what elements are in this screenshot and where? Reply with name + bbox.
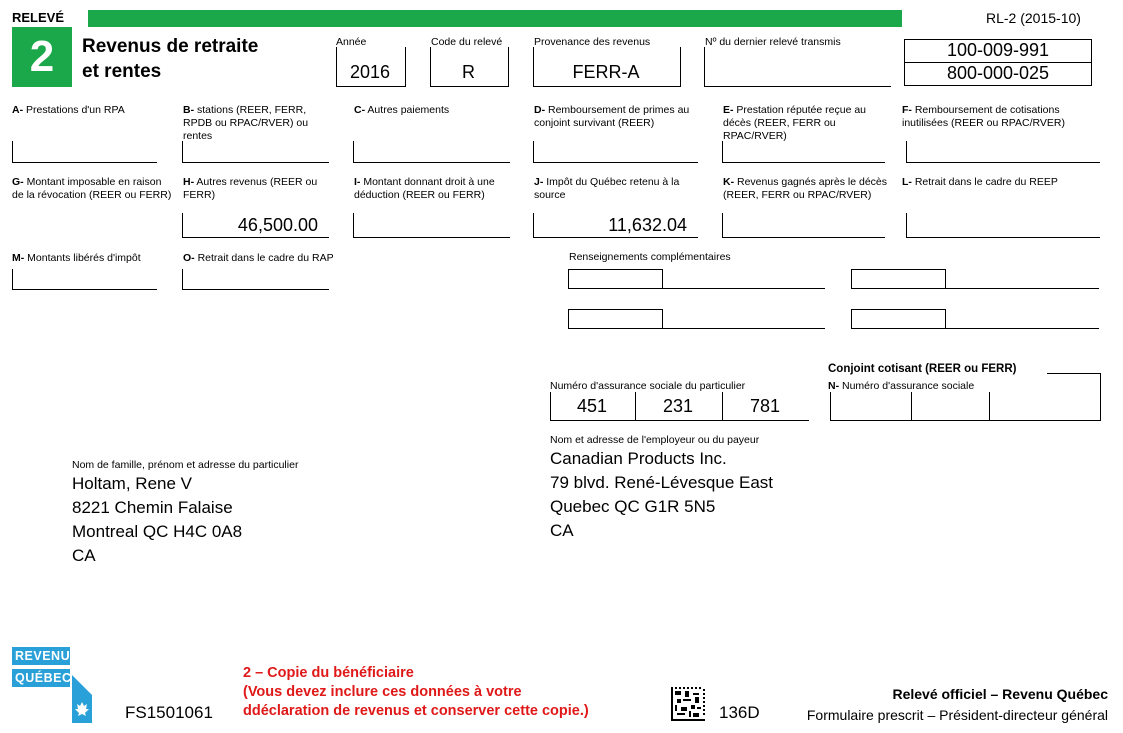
form-title-line2: et rentes: [82, 61, 162, 82]
conjoint-top-rule: [1047, 373, 1100, 374]
releve-number: 2: [29, 32, 55, 81]
barcode-icon: [671, 687, 705, 721]
form-code: RL-2 (2015-10): [986, 10, 1081, 26]
conjoint-nas-part-1[interactable]: [830, 392, 911, 421]
logo-text-line1: REVENU: [15, 649, 71, 663]
renseignement-value-3[interactable]: [663, 328, 825, 329]
official-notice: [807, 684, 1108, 726]
box-a-label: A- Prestations d'un RPA: [12, 104, 125, 116]
box-d-label: D- Remboursement de primes au conjoint survivant (REER): [534, 104, 690, 129]
form-title: [82, 34, 258, 84]
beneficiary-city: Montreal QC H4C 0A8: [72, 522, 243, 541]
official-line1: Relevé officiel – Revenu Québec: [892, 686, 1108, 702]
renseignement-code-4[interactable]: [851, 309, 946, 329]
box-f-label: F- Remboursement de cotisations inutilisées (REER ou RPAC/RVER): [902, 104, 1065, 129]
box-a-field[interactable]: [12, 141, 157, 163]
renseignement-code-1[interactable]: [568, 269, 663, 289]
box-b-label: B- stations (REER, FERR, RPDB ou RPAC/RVER) ou rentes: [183, 104, 309, 142]
payer-country: CA: [550, 521, 574, 540]
copy-notice-line1: 2 – Copie du bénéficiaire: [243, 665, 414, 681]
official-line2: Formulaire prescrit – Président-directeur général: [806, 707, 1108, 723]
box-m-label: M- Montants libérés d'impôt: [12, 252, 141, 264]
copy-notice-line3: ddéclaration de revenus et conserver cette copie.): [243, 703, 589, 719]
box-g-label: G- Montant imposable en raison de la révocation (REER ou FERR): [12, 176, 172, 201]
box-e-label: E- Prestation réputée reçue au décès (REER, FERR ou RPAC/RVER): [723, 104, 867, 142]
box-b-field[interactable]: [182, 141, 329, 163]
renseignement-value-1[interactable]: [663, 288, 825, 289]
form-title-line1: Revenus de retraite: [82, 36, 259, 57]
box-h-label: H- Autres revenus (REER ou FERR): [183, 176, 318, 201]
box-c-field[interactable]: [353, 141, 510, 163]
header-green-bar: [88, 10, 902, 27]
box-m-field[interactable]: [12, 269, 157, 290]
box-c-label: C- Autres paiements: [354, 104, 450, 116]
box-d-field[interactable]: [533, 141, 698, 163]
box-j-label: J- Impôt du Québec retenu à la source: [534, 176, 680, 201]
renseignement-value-2[interactable]: [946, 288, 1099, 289]
box-f-field[interactable]: [906, 141, 1100, 163]
box-i-label: I- Montant donnant droit à une déduction (REER ou FERR): [354, 176, 495, 201]
dernier-releve-label: Nº du dernier relevé transmis: [705, 36, 841, 48]
nas-part-2: 231: [662, 396, 694, 416]
releve-number-badge: [12, 27, 72, 87]
provenance-value: FERR-A: [572, 62, 640, 82]
beneficiary-street: 8221 Chemin Falaise: [72, 498, 233, 517]
revenu-quebec-logo: [12, 647, 96, 723]
renseignement-code-3[interactable]: [568, 309, 663, 329]
payer-name: Canadian Products Inc.: [550, 449, 727, 468]
conjoint-nas-label: N- Numéro d'assurance sociale: [828, 380, 975, 392]
id-value-1: 100-009-991: [946, 40, 1050, 60]
box-o-field[interactable]: [182, 269, 329, 290]
id-value-2: 800-000-025: [946, 63, 1050, 83]
beneficiary-country: CA: [72, 546, 96, 565]
form-number: FS1501061: [125, 703, 213, 722]
box-h-value: 46,500.00: [237, 215, 318, 235]
annee-label: Année: [336, 36, 367, 48]
conjoint-nas-part-2[interactable]: [911, 392, 989, 421]
renseignement-code-2[interactable]: [851, 269, 946, 289]
releve-label: RELEVÉ: [12, 10, 65, 25]
code-releve-label: Code du relevé: [431, 36, 503, 48]
payer-address: [550, 447, 773, 543]
box-l-field[interactable]: [906, 213, 1100, 238]
copy-notice: [243, 664, 589, 721]
logo-text-line2: QUÉBEC: [15, 671, 72, 685]
provenance-label: Provenance des revenus: [534, 36, 651, 48]
annee-value: 2016: [349, 62, 391, 82]
box-i-field[interactable]: [353, 213, 510, 238]
datamatrix-barcode: [671, 687, 705, 721]
renseignement-value-4[interactable]: [946, 328, 1099, 329]
nas-part-1: 451: [576, 396, 608, 416]
box-j-value: 11,632.04: [608, 215, 687, 235]
beneficiary-address: [72, 472, 242, 568]
beneficiary-name: Holtam, Rene V: [72, 474, 192, 493]
box-l-label: L- Retrait dans le cadre du REEP: [902, 176, 1058, 188]
conjoint-nas-part-3[interactable]: [989, 392, 1101, 421]
beneficiary-label: Nom de famille, prénom et adresse du particulier: [72, 459, 299, 471]
box-k-field[interactable]: [722, 213, 885, 238]
renseignements-label: Renseignements complémentaires: [569, 251, 731, 263]
nas-part-3: 781: [749, 396, 781, 416]
box-k-label: K- Revenus gagnés après le décès (REER, FERR ou RPAC/RVER): [723, 176, 888, 201]
payer-label: Nom et adresse de l'employeur ou du payeur: [550, 434, 760, 446]
payer-city: Quebec QC G1R 5N5: [550, 497, 716, 516]
box-o-label: O- Retrait dans le cadre du RAP: [183, 252, 334, 264]
conjoint-title: Conjoint cotisant (REER ou FERR): [828, 363, 1017, 375]
payer-street: 79 blvd. René-Lévesque East: [550, 473, 774, 492]
nas-label: Numéro d'assurance sociale du particulier: [550, 380, 746, 392]
dernier-releve-field[interactable]: [704, 47, 891, 87]
code-releve-value: R: [462, 62, 475, 82]
barcode-code: 136D: [719, 703, 760, 722]
copy-notice-line2: (Vous devez inclure ces données à votre: [243, 684, 522, 700]
box-e-field[interactable]: [722, 141, 885, 163]
